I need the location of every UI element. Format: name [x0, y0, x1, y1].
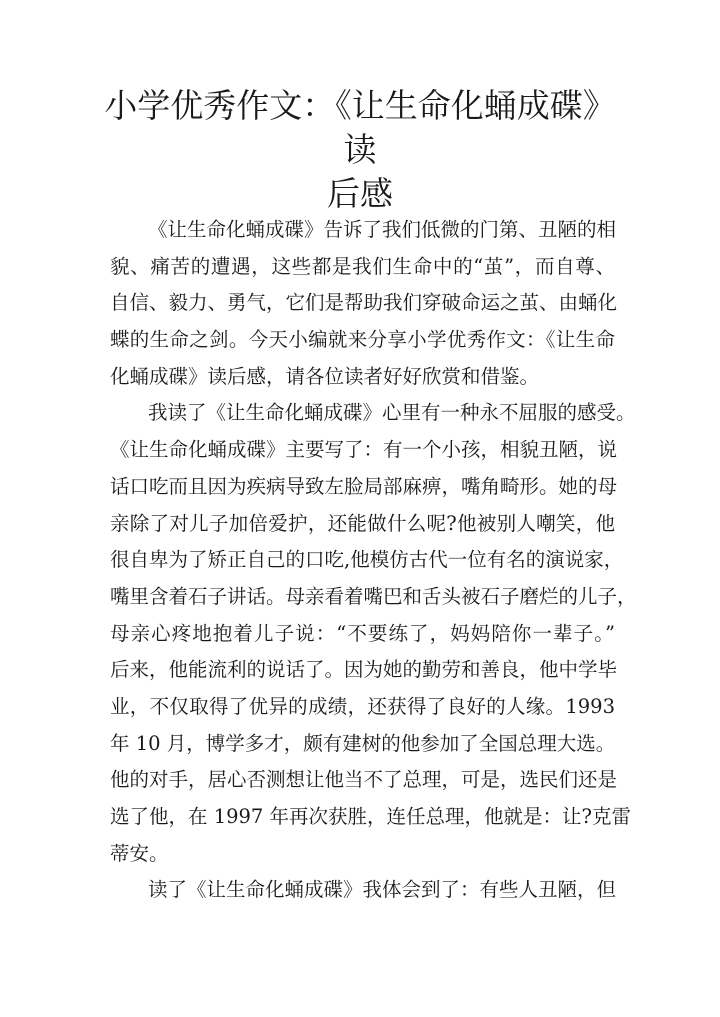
text-line: 业，不仅取得了优异的成绩，还获得了良好的人缘。1993 [110, 694, 615, 718]
text-line: 选了他，在 1997 年再次获胜，连任总理，他就是：让?克雷 [110, 805, 631, 828]
text-line: 他的对手，居心否测想让他当不了总理，可是，选民们还是 [110, 768, 618, 792]
text-line: 年 10 月，博学多才，颇有建树的他参加了全国总理大选。 [110, 731, 616, 755]
article-body [110, 212, 637, 909]
text-line: 很自卑为了矫正自己的口吃,他模仿古代一位有名的演说家， [110, 548, 624, 572]
text-line: 化蛹成碟》读后感，请各位读者好好欣赏和借鉴。 [110, 364, 540, 388]
text-line: 《让生命化蛹成碟》主要写了：有一个小孩，相貌丑陋，说 [110, 438, 618, 462]
document-title [100, 84, 620, 216]
text-line: 母亲心疼地抱着儿子说：“不要练了，妈妈陪你一辈子。” [110, 621, 615, 645]
text-line: 话口吃而且因为疾病导致左脸局部麻痹，嘴角畸形。她的母 [110, 474, 618, 498]
text-line: 我读了《让生命化蛹成碟》心里有一种永不屈服的感受。 [148, 401, 636, 425]
text-line: 后来，他能流利的说话了。因为她的勤劳和善良，他中学毕 [110, 658, 618, 682]
title-line-2: 后感 [327, 174, 393, 213]
title-line-1: 小学优秀作文：《让生命化蛹成碟》读 [104, 86, 616, 169]
text-line: 蒂安。 [110, 841, 169, 865]
text-line: 蝶的生命之剑。今天小编就来分享小学优秀作文：《让生命 [110, 328, 615, 352]
text-line: 貌、痛苦的遭遇，这些都是我们生命中的“茧”，而自尊、 [110, 254, 615, 278]
text-line: 自信、毅力、勇气，它们是帮助我们穿破命运之茧、由蛹化 [110, 291, 618, 315]
text-line: 读了《让生命化蛹成碟》我体会到了：有些人丑陋，但 [148, 878, 617, 902]
text-line: 亲除了对儿子加倍爱护，还能做什么呢?他被别人嘲笑，他 [110, 511, 615, 535]
text-line: 《让生命化蛹成碟》告诉了我们低微的门第、丑陋的相 [148, 218, 617, 241]
text-line: 嘴里含着石子讲话。母亲看着嘴巴和舌头被石子磨烂的儿子， [110, 584, 637, 608]
